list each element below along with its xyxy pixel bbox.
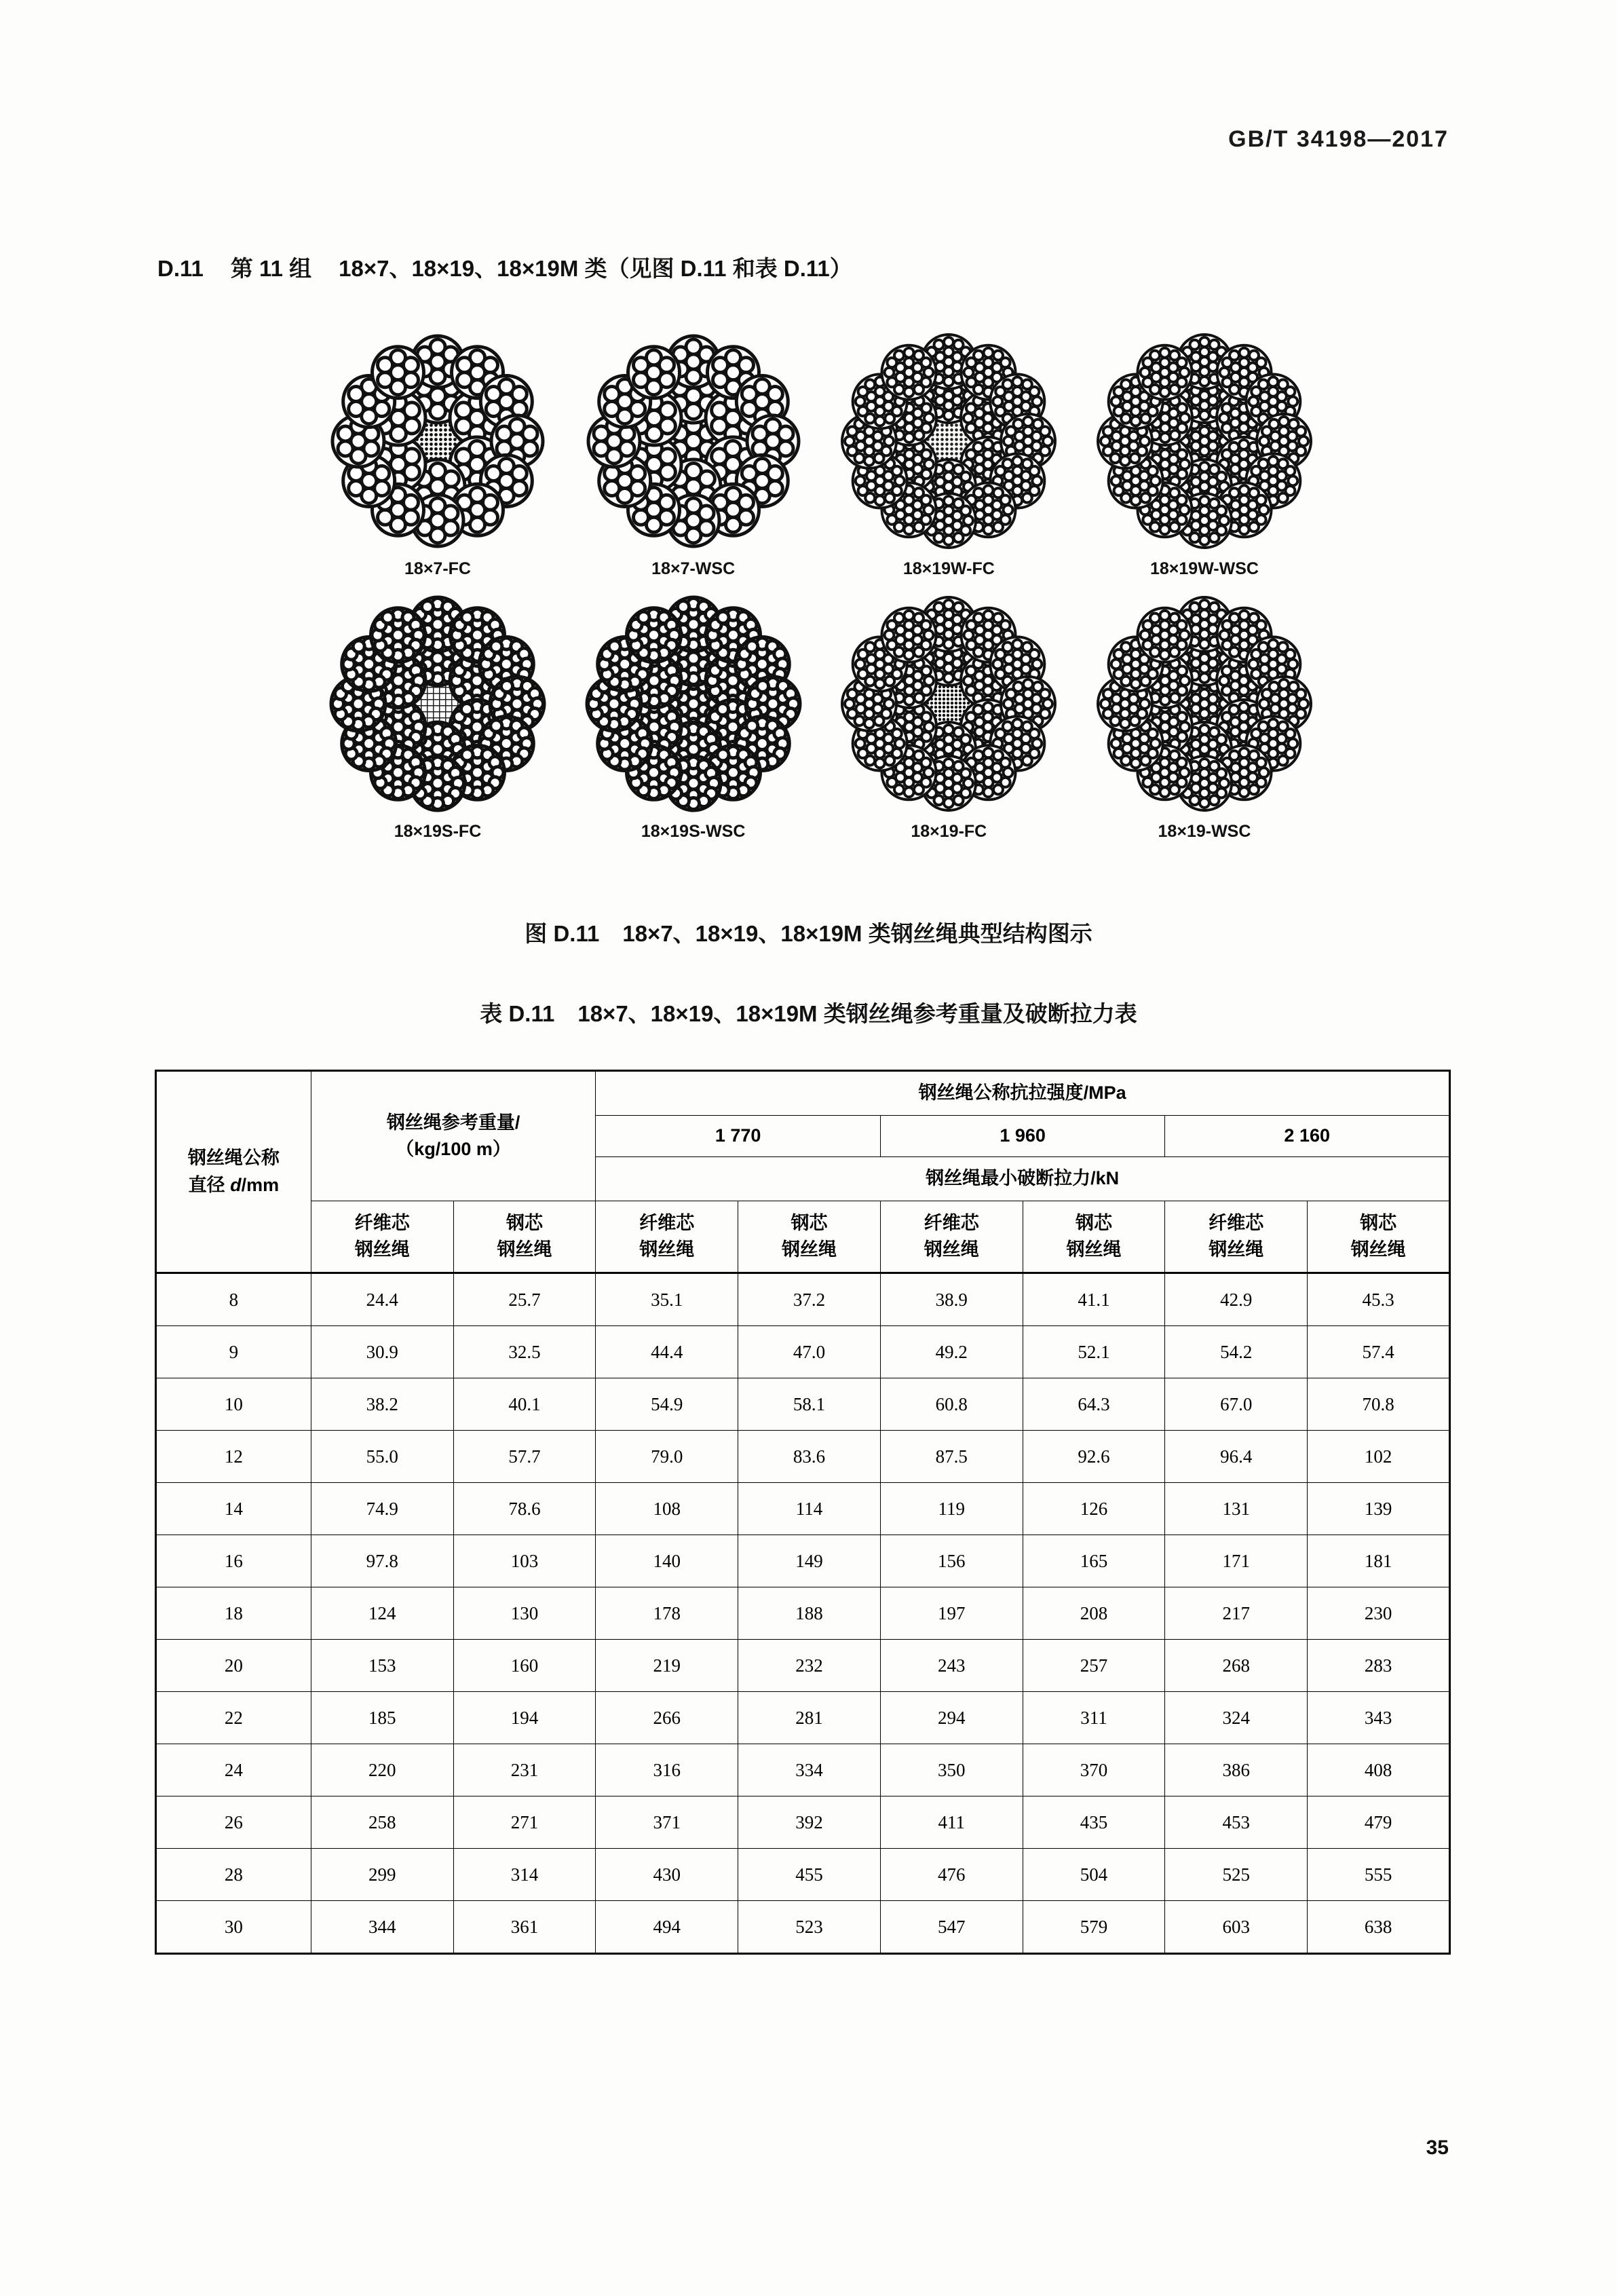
section-title-text: 18×7、18×19、18×19M 类（见图 D.11 和表 D.11） bbox=[339, 256, 852, 281]
cell-value: 54.2 bbox=[1165, 1326, 1308, 1378]
rope-cross-section-icon bbox=[840, 595, 1057, 812]
rope-cross-section-icon bbox=[1096, 333, 1313, 550]
header-core-label-line2: 钢丝绳 bbox=[782, 1239, 837, 1260]
rope-diagram-cell bbox=[319, 595, 556, 842]
cell-value: 156 bbox=[880, 1535, 1023, 1587]
cell-value: 392 bbox=[738, 1796, 881, 1849]
cell-value: 38.2 bbox=[311, 1378, 453, 1431]
header-core-label-line1: 钢芯 bbox=[1360, 1212, 1397, 1233]
cell-value: 271 bbox=[453, 1796, 596, 1849]
cell-value: 479 bbox=[1308, 1796, 1450, 1849]
cell-diameter: 28 bbox=[156, 1849, 311, 1901]
rope-diagram-cell bbox=[575, 595, 812, 842]
figure-row-1 bbox=[319, 333, 1323, 579]
cell-value: 194 bbox=[453, 1692, 596, 1744]
cell-value: 603 bbox=[1165, 1901, 1308, 1954]
cell-value: 386 bbox=[1165, 1744, 1308, 1796]
rope-structure-figure bbox=[319, 333, 1323, 842]
cell-value: 153 bbox=[311, 1640, 453, 1692]
cell-value: 504 bbox=[1023, 1849, 1165, 1901]
cell-diameter: 30 bbox=[156, 1901, 311, 1954]
section-number: D.11 bbox=[157, 256, 204, 281]
rope-diagram-cell bbox=[575, 333, 812, 579]
cell-diameter: 14 bbox=[156, 1483, 311, 1535]
cell-value: 37.2 bbox=[738, 1273, 881, 1326]
rope-diagram-label: 18×19-FC bbox=[911, 822, 987, 841]
cell-value: 139 bbox=[1308, 1483, 1450, 1535]
rope-diagram-label: 18×19S-FC bbox=[394, 822, 482, 841]
header-core-steel-1 bbox=[453, 1201, 596, 1273]
header-core-label-line2: 钢丝绳 bbox=[497, 1239, 552, 1260]
cell-value: 283 bbox=[1308, 1640, 1450, 1692]
header-core-label-line1: 纤维芯 bbox=[639, 1212, 695, 1233]
header-core-label-line1: 纤维芯 bbox=[924, 1212, 979, 1233]
cell-value: 219 bbox=[596, 1640, 738, 1692]
table-row bbox=[156, 1849, 1450, 1901]
rope-cross-section-icon bbox=[329, 595, 546, 812]
header-row-1 bbox=[156, 1071, 1450, 1116]
table-caption-text: 18×7、18×19、18×19M 类钢丝绳参考重量及破断拉力表 bbox=[577, 1001, 1137, 1026]
table-row bbox=[156, 1535, 1450, 1587]
rope-diagram-cell bbox=[830, 595, 1067, 842]
cell-value: 67.0 bbox=[1165, 1378, 1308, 1431]
cell-value: 30.9 bbox=[311, 1326, 453, 1378]
header-diameter-symbol: d bbox=[230, 1174, 242, 1195]
cell-diameter: 20 bbox=[156, 1640, 311, 1692]
cell-value: 453 bbox=[1165, 1796, 1308, 1849]
cell-value: 38.9 bbox=[880, 1273, 1023, 1326]
cell-value: 52.1 bbox=[1023, 1326, 1165, 1378]
header-core-label-line2: 钢丝绳 bbox=[1350, 1239, 1406, 1260]
header-core-label-line1: 钢芯 bbox=[506, 1212, 543, 1233]
table-row bbox=[156, 1744, 1450, 1796]
header-core-label-line2: 钢丝绳 bbox=[924, 1239, 979, 1260]
table-row bbox=[156, 1640, 1450, 1692]
rope-data-table bbox=[155, 1070, 1451, 1955]
header-core-label-line2: 钢丝绳 bbox=[1066, 1239, 1122, 1260]
cell-value: 103 bbox=[453, 1535, 596, 1587]
rope-data-table-wrapper bbox=[155, 1070, 1451, 1955]
cell-value: 96.4 bbox=[1165, 1431, 1308, 1483]
rope-diagram-label: 18×19S-WSC bbox=[641, 822, 746, 841]
rope-diagram-label: 18×7-FC bbox=[404, 559, 471, 578]
rope-diagram-label: 18×19-WSC bbox=[1158, 822, 1251, 841]
cell-value: 350 bbox=[880, 1744, 1023, 1796]
cell-value: 220 bbox=[311, 1744, 453, 1796]
header-core-fiber-4 bbox=[1165, 1201, 1308, 1273]
cell-value: 523 bbox=[738, 1901, 881, 1954]
cell-value: 316 bbox=[596, 1744, 738, 1796]
cell-value: 102 bbox=[1308, 1431, 1450, 1483]
cell-value: 343 bbox=[1308, 1692, 1450, 1744]
cell-value: 40.1 bbox=[453, 1378, 596, 1431]
cell-diameter: 22 bbox=[156, 1692, 311, 1744]
cell-value: 78.6 bbox=[453, 1483, 596, 1535]
header-weight-line1: 钢丝绳参考重量/ bbox=[386, 1112, 520, 1133]
cell-value: 45.3 bbox=[1308, 1273, 1450, 1326]
header-row-4 bbox=[156, 1201, 1450, 1273]
cell-value: 74.9 bbox=[311, 1483, 453, 1535]
cell-value: 314 bbox=[453, 1849, 596, 1901]
cell-value: 299 bbox=[311, 1849, 453, 1901]
rope-cross-section-icon bbox=[585, 595, 802, 812]
rope-cross-section-icon bbox=[1096, 595, 1313, 812]
cell-value: 217 bbox=[1165, 1587, 1308, 1640]
cell-value: 178 bbox=[596, 1587, 738, 1640]
cell-value: 108 bbox=[596, 1483, 738, 1535]
standard-code-header: GB/T 34198—2017 bbox=[1228, 126, 1449, 152]
header-core-steel-3 bbox=[1023, 1201, 1165, 1273]
rope-diagram-label: 18×19W-WSC bbox=[1149, 559, 1259, 578]
header-strength-1770: 1 770 bbox=[596, 1116, 881, 1157]
table-row bbox=[156, 1483, 1450, 1535]
cell-value: 32.5 bbox=[453, 1326, 596, 1378]
table-header bbox=[156, 1071, 1450, 1273]
cell-diameter: 16 bbox=[156, 1535, 311, 1587]
table-row bbox=[156, 1796, 1450, 1849]
header-core-fiber-3 bbox=[880, 1201, 1023, 1273]
rope-cross-section-icon bbox=[840, 333, 1057, 550]
figure-caption bbox=[0, 916, 1617, 948]
cell-diameter: 24 bbox=[156, 1744, 311, 1796]
table-row bbox=[156, 1326, 1450, 1378]
cell-value: 243 bbox=[880, 1640, 1023, 1692]
cell-value: 435 bbox=[1023, 1796, 1165, 1849]
cell-value: 258 bbox=[311, 1796, 453, 1849]
cell-value: 324 bbox=[1165, 1692, 1308, 1744]
table-row bbox=[156, 1431, 1450, 1483]
cell-diameter: 18 bbox=[156, 1587, 311, 1640]
header-core-steel-2 bbox=[738, 1201, 881, 1273]
cell-value: 476 bbox=[880, 1849, 1023, 1901]
cell-value: 64.3 bbox=[1023, 1378, 1165, 1431]
cell-value: 344 bbox=[311, 1901, 453, 1954]
cell-value: 408 bbox=[1308, 1744, 1450, 1796]
cell-value: 268 bbox=[1165, 1640, 1308, 1692]
header-diameter-line1: 钢丝绳公称 bbox=[187, 1148, 280, 1169]
header-core-label-line1: 钢芯 bbox=[1076, 1212, 1113, 1233]
cell-diameter: 12 bbox=[156, 1431, 311, 1483]
cell-value: 579 bbox=[1023, 1901, 1165, 1954]
cell-value: 114 bbox=[738, 1483, 881, 1535]
cell-value: 334 bbox=[738, 1744, 881, 1796]
cell-value: 494 bbox=[596, 1901, 738, 1954]
table-caption bbox=[0, 996, 1617, 1028]
cell-value: 97.8 bbox=[311, 1535, 453, 1587]
rope-diagram-label: 18×19W-FC bbox=[902, 559, 995, 578]
cell-value: 185 bbox=[311, 1692, 453, 1744]
cell-value: 281 bbox=[738, 1692, 881, 1744]
cell-value: 430 bbox=[596, 1849, 738, 1901]
cell-value: 92.6 bbox=[1023, 1431, 1165, 1483]
header-core-label-line1: 纤维芯 bbox=[354, 1212, 410, 1233]
rope-diagram-cell bbox=[830, 333, 1067, 579]
cell-value: 124 bbox=[311, 1587, 453, 1640]
header-core-label-line1: 钢芯 bbox=[791, 1212, 828, 1233]
cell-value: 79.0 bbox=[596, 1431, 738, 1483]
cell-value: 41.1 bbox=[1023, 1273, 1165, 1326]
cell-value: 57.4 bbox=[1308, 1326, 1450, 1378]
cell-value: 149 bbox=[738, 1535, 881, 1587]
table-row bbox=[156, 1692, 1450, 1744]
cell-value: 58.1 bbox=[738, 1378, 881, 1431]
cell-value: 525 bbox=[1165, 1849, 1308, 1901]
cell-value: 160 bbox=[453, 1640, 596, 1692]
cell-value: 130 bbox=[453, 1587, 596, 1640]
cell-value: 555 bbox=[1308, 1849, 1450, 1901]
figure-caption-label: 图 D.11 bbox=[525, 921, 600, 946]
cell-value: 25.7 bbox=[453, 1273, 596, 1326]
cell-value: 181 bbox=[1308, 1535, 1450, 1587]
cell-value: 131 bbox=[1165, 1483, 1308, 1535]
cell-diameter: 9 bbox=[156, 1326, 311, 1378]
header-diameter bbox=[156, 1071, 311, 1273]
cell-value: 83.6 bbox=[738, 1431, 881, 1483]
table-caption-label: 表 D.11 bbox=[480, 1001, 555, 1026]
cell-value: 311 bbox=[1023, 1692, 1165, 1744]
header-core-label-line2: 钢丝绳 bbox=[1209, 1239, 1264, 1260]
cell-value: 55.0 bbox=[311, 1431, 453, 1483]
rope-cross-section-icon bbox=[329, 333, 546, 550]
rope-cross-section-icon bbox=[585, 333, 802, 550]
header-strength-1960: 1 960 bbox=[880, 1116, 1165, 1157]
table-row bbox=[156, 1378, 1450, 1431]
header-diameter-pre: 直径 bbox=[188, 1174, 231, 1195]
table-row bbox=[156, 1901, 1450, 1954]
cell-value: 230 bbox=[1308, 1587, 1450, 1640]
rope-diagram-cell bbox=[319, 333, 556, 579]
cell-value: 24.4 bbox=[311, 1273, 453, 1326]
cell-value: 126 bbox=[1023, 1483, 1165, 1535]
figure-caption-text: 18×7、18×19、18×19M 类钢丝绳典型结构图示 bbox=[622, 921, 1092, 946]
rope-diagram-label: 18×7-WSC bbox=[651, 559, 736, 578]
page-number: 35 bbox=[1426, 2137, 1449, 2159]
figure-row-2 bbox=[319, 595, 1323, 842]
rope-diagram-cell bbox=[1086, 333, 1323, 579]
header-breaking-force: 钢丝绳最小破断拉力/kN bbox=[596, 1157, 1450, 1201]
cell-value: 208 bbox=[1023, 1587, 1165, 1640]
header-core-label-line2: 钢丝绳 bbox=[639, 1239, 695, 1260]
cell-value: 47.0 bbox=[738, 1326, 881, 1378]
section-group-label: 第 11 组 bbox=[230, 256, 312, 281]
cell-value: 294 bbox=[880, 1692, 1023, 1744]
cell-value: 257 bbox=[1023, 1640, 1165, 1692]
cell-diameter: 26 bbox=[156, 1796, 311, 1849]
header-core-label-line1: 纤维芯 bbox=[1209, 1212, 1264, 1233]
header-strength-2160: 2 160 bbox=[1165, 1116, 1450, 1157]
header-weight bbox=[311, 1071, 596, 1201]
cell-value: 188 bbox=[738, 1587, 881, 1640]
cell-diameter: 10 bbox=[156, 1378, 311, 1431]
cell-value: 370 bbox=[1023, 1744, 1165, 1796]
cell-value: 361 bbox=[453, 1901, 596, 1954]
cell-value: 411 bbox=[880, 1796, 1023, 1849]
header-diameter-unit: /mm bbox=[241, 1174, 280, 1195]
header-diameter-line2 bbox=[157, 1172, 311, 1199]
cell-value: 49.2 bbox=[880, 1326, 1023, 1378]
header-strength-group: 钢丝绳公称抗拉强度/MPa bbox=[596, 1071, 1450, 1116]
cell-value: 197 bbox=[880, 1587, 1023, 1640]
cell-value: 231 bbox=[453, 1744, 596, 1796]
cell-value: 60.8 bbox=[880, 1378, 1023, 1431]
cell-value: 44.4 bbox=[596, 1326, 738, 1378]
cell-value: 165 bbox=[1023, 1535, 1165, 1587]
table-row bbox=[156, 1587, 1450, 1640]
header-weight-line2: （kg/100 m） bbox=[396, 1139, 511, 1159]
cell-value: 57.7 bbox=[453, 1431, 596, 1483]
cell-value: 266 bbox=[596, 1692, 738, 1744]
cell-value: 87.5 bbox=[880, 1431, 1023, 1483]
table-row bbox=[156, 1273, 1450, 1326]
cell-value: 371 bbox=[596, 1796, 738, 1849]
cell-value: 547 bbox=[880, 1901, 1023, 1954]
cell-value: 70.8 bbox=[1308, 1378, 1450, 1431]
cell-value: 140 bbox=[596, 1535, 738, 1587]
cell-value: 42.9 bbox=[1165, 1273, 1308, 1326]
header-core-steel-4 bbox=[1308, 1201, 1450, 1273]
cell-value: 54.9 bbox=[596, 1378, 738, 1431]
rope-diagram-cell bbox=[1086, 595, 1323, 842]
cell-value: 455 bbox=[738, 1849, 881, 1901]
cell-diameter: 8 bbox=[156, 1273, 311, 1326]
cell-value: 119 bbox=[880, 1483, 1023, 1535]
header-core-label-line2: 钢丝绳 bbox=[354, 1239, 410, 1260]
table-body bbox=[156, 1273, 1450, 1954]
cell-value: 171 bbox=[1165, 1535, 1308, 1587]
section-heading bbox=[157, 251, 852, 283]
cell-value: 35.1 bbox=[596, 1273, 738, 1326]
cell-value: 232 bbox=[738, 1640, 881, 1692]
cell-value: 638 bbox=[1308, 1901, 1450, 1954]
header-core-fiber-1 bbox=[311, 1201, 453, 1273]
header-core-fiber-2 bbox=[596, 1201, 738, 1273]
